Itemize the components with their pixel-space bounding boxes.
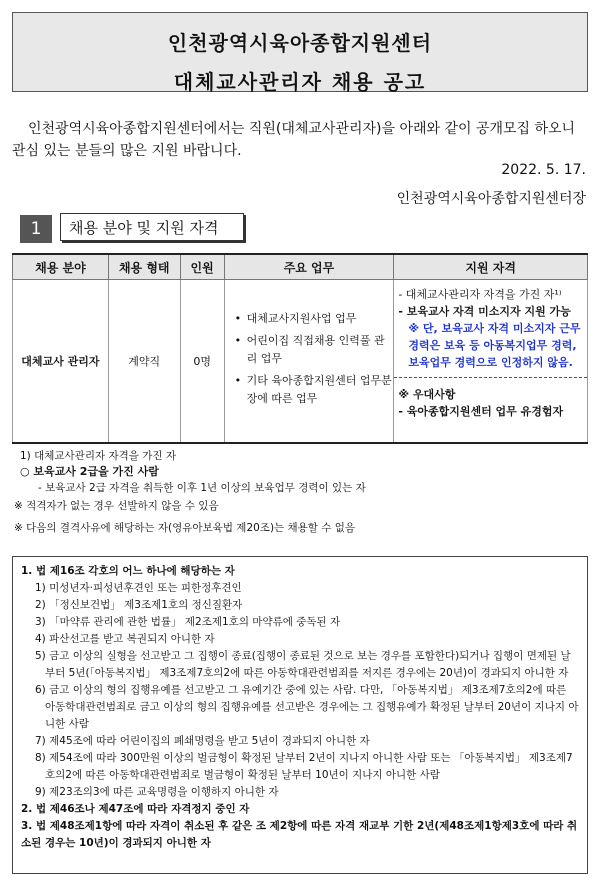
disq-item: 5) 금고 이상의 실형을 선고받고 그 집행이 종료(집행이 종료된 것으로 보는 경우를 포함한다)되거나 집행이 면제된 날부터 5년(「아동복지법」 제3조제7호의2에 따른 아동학대관련범죄를 저지른 경우에는 20년)이 경과되지 아니한 자 bbox=[35, 650, 571, 679]
qualification-item: - 대체교사관리자 자격을 가진 자¹⁾ bbox=[398, 288, 562, 301]
section-title: 채용 분야 및 지원 자격 bbox=[60, 213, 244, 241]
issuer: 인천광역시육아종합지원센터장 bbox=[396, 191, 586, 207]
disq-heading: 1. 법 제16조 각호의 어느 하나에 해당하는 자 bbox=[21, 565, 235, 577]
recruitment-table bbox=[12, 253, 588, 444]
qualification-requirements bbox=[394, 280, 587, 378]
disq-item: 8) 제54조에 따라 300만원 이상의 벌금형이 확정된 날부터 2년이 지나지 아니한 사람 또는 「아동복지법」 제3조제7호의2에 따른 아동학대관련범죄로 벌금형이 확정된 날부터 10년이 지나지 아니한 사람 bbox=[35, 752, 573, 781]
note-item: ※ 다음의 결격사유에 해당하는 자(영유아보육법 제20조)는 채용할 수 없음 bbox=[14, 522, 356, 534]
cell-count: 0명 bbox=[180, 280, 224, 444]
page-title: 인천광역시육아종합지원센터 bbox=[167, 31, 433, 55]
header-duties: 주요 업무 bbox=[224, 254, 394, 280]
note-item: ○ 보육교사 2급을 가진 사람 bbox=[20, 465, 159, 478]
preference-item: - 육아종합지원센터 업무 유경험자 bbox=[398, 405, 564, 418]
disqualification-box bbox=[12, 556, 588, 874]
disq-item: 1) 미성년자·피성년후견인 또는 피한정후견인 bbox=[35, 582, 242, 594]
duty-item: • 어린이집 직접채용 인력풀 관리 업무 bbox=[233, 332, 394, 368]
header-field: 채용 분야 bbox=[13, 254, 109, 280]
cell-duties bbox=[224, 280, 394, 444]
preference-section bbox=[394, 378, 587, 428]
qualification-item: - 보육교사 자격 미소지자 지원 가능 bbox=[398, 305, 571, 318]
duty-item: • 기타 육아종합지원센터 업무분장에 따른 업무 bbox=[233, 372, 394, 408]
table-header-row bbox=[13, 254, 588, 280]
note-item: - 보육교사 2급 자격을 취득한 이후 1년 이상의 보육업무 경력이 있는 자 bbox=[38, 482, 366, 494]
cell-qualification bbox=[394, 280, 588, 444]
disq-item: 7) 제45조에 따라 어린이집의 폐쇄명령을 받고 5년이 경과되지 아니한 자 bbox=[35, 735, 370, 747]
disq-item: 2) 「정신보건법」 제3조제1호의 정신질환자 bbox=[35, 599, 243, 611]
announcement-date: 2022. 5. 17. bbox=[501, 162, 586, 178]
qualification-note: ※ 단, 보육교사 자격 미소지자 근무경력은 보육 등 아동복지업무 경력, 보육업무 경력으로 인정하지 않음. bbox=[408, 322, 581, 369]
note-footnote: 1) 대체교사관리자 자격을 가진 자 bbox=[20, 450, 176, 462]
disq-item: 9) 제23조의3에 따른 교육명령을 이행하지 아니한 자 bbox=[35, 786, 279, 798]
disq-item: 3) 「마약류 관리에 관한 법률」 제2조제1호의 마약류에 중독된 자 bbox=[35, 616, 341, 628]
preference-title: ※ 우대사항 bbox=[398, 388, 456, 401]
disq-heading: 2. 법 제46조나 제47조에 따라 자격정지 중인 자 bbox=[21, 803, 250, 815]
page-subtitle: 대체교사관리자 채용 공고 bbox=[173, 70, 427, 94]
intro-paragraph: 인천광역시육아종합지원센터에서는 직원(대체교사관리자)을 아래와 같이 공개모집 하오니 관심 있는 분들의 많은 지원 바랍니다. bbox=[12, 121, 576, 159]
cell-type: 계약직 bbox=[108, 280, 180, 444]
header-count: 인원 bbox=[180, 254, 224, 280]
notes bbox=[14, 448, 590, 536]
duty-item: • 대체교사지원사업 업무 bbox=[233, 310, 394, 328]
disq-item: 6) 금고 이상의 형의 집행유예를 선고받고 그 유예기간 중에 있는 사람. 다만, 「아동복지법」 제3조제7호의2에 따른 아동학대관련범죄로 금고 이상의 형의 집행유예를 선고받은 경우에는 그 집행유예가 확정된 날부터 20년이 지나지 아니한 사람 bbox=[35, 684, 579, 730]
header-type: 채용 형태 bbox=[108, 254, 180, 280]
cell-field: 대체교사 관리자 bbox=[13, 280, 109, 444]
table-row bbox=[13, 280, 588, 444]
header-qualification: 지원 자격 bbox=[394, 254, 588, 280]
note-item: ※ 적격자가 없는 경우 선발하지 않을 수 있음 bbox=[14, 500, 219, 512]
disq-heading: 3. 법 제48조제1항에 따라 자격이 취소된 후 같은 조 제2항에 따른 자격 재교부 기한 2년(제48조제1항제3호에 따라 취소된 경우는 10년)이 경과되지 아니한 자 bbox=[21, 820, 578, 849]
title-box bbox=[12, 12, 588, 92]
disq-item: 4) 파산선고를 받고 복권되지 아니한 자 bbox=[35, 633, 215, 645]
section-number: 1 bbox=[20, 215, 52, 243]
